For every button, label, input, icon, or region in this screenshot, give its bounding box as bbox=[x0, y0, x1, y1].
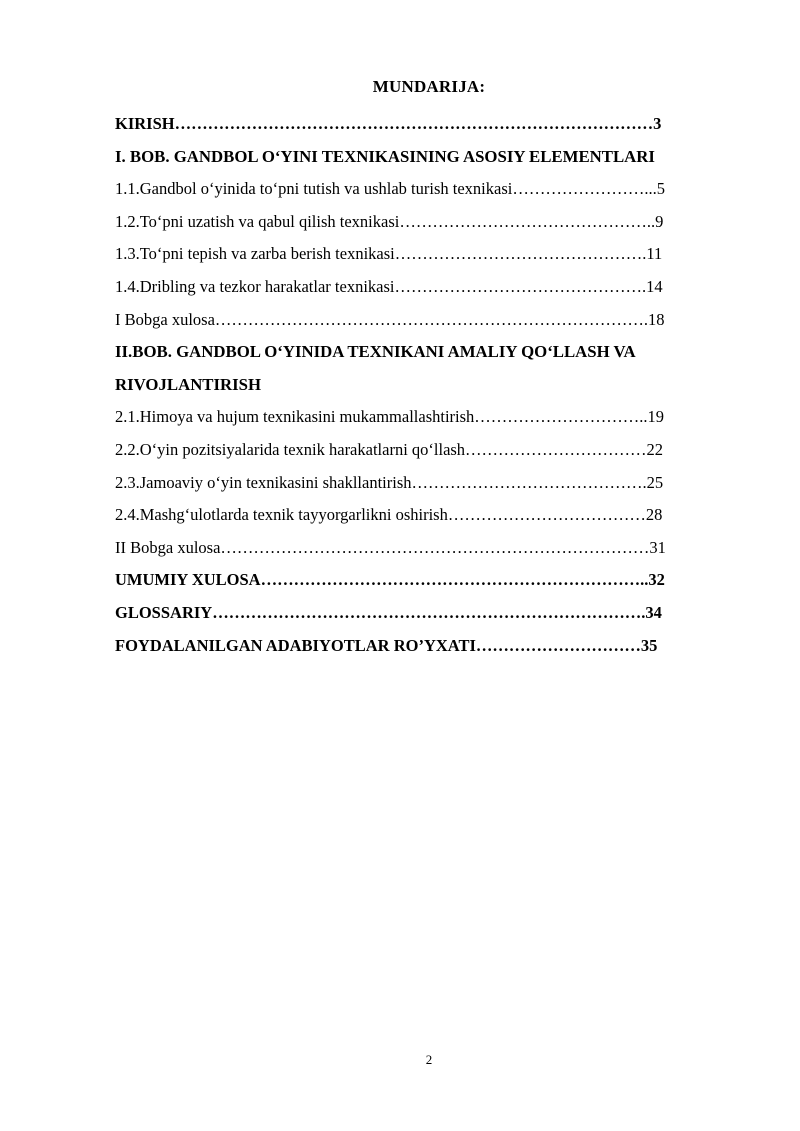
toc-entry-kirish: KIRISH……………………………………………………………………………3 bbox=[115, 114, 662, 133]
toc-chapter-1-heading: I. BOB. GANDBOL O‘YINI TEXNIKASINING ASOSIY ELEMENTLARI bbox=[115, 146, 655, 166]
toc-entry-1-2: 1.2.To‘pni uzatish va qabul qilish texnikasi………………………………………..9 bbox=[115, 211, 664, 231]
toc-entry-1-3: 1.3.To‘pni tepish va zarba berish texnikasi……………………………………….11 bbox=[115, 244, 663, 264]
toc-entry-1-1: 1.1.Gandbol o‘yinida to‘pni tutish va ushlab turish texnikasi……………………...5 bbox=[115, 179, 665, 199]
toc-entry-conclusion: UMUMIY XULOSA……………………………………………………………..32 bbox=[115, 570, 665, 590]
toc-entry-2-2: 2.2.O‘yin pozitsiyalarida texnik harakatlarni qo‘llash……………………………22 bbox=[115, 439, 664, 459]
toc-entry-chapter-1-summary: I Bobga xulosa…………………………………………………………………….18 bbox=[115, 309, 665, 329]
table-of-contents bbox=[115, 108, 743, 662]
toc-entry-chapter-2-summary: II Bobga xulosa……………………………………………………………………31 bbox=[115, 537, 666, 557]
toc-chapter-2-heading-line-1: II.BOB. GANDBOL O‘YINIDA TEXNIKANI AMALIY QO‘LLASH VA bbox=[115, 342, 636, 362]
toc-entry-2-3: 2.3.Jamoaviy o‘yin texnikasini shakllantirish…………………………………….25 bbox=[115, 472, 664, 492]
toc-entry-glossary: GLOSSARIY…………………………………………………………………….34 bbox=[115, 602, 662, 622]
toc-title: MUNDARIJA: bbox=[372, 77, 486, 96]
toc-entry-2-4: 2.4.Mashg‘ulotlarda texnik tayyorgarlikni oshirish………………………………28 bbox=[115, 505, 663, 525]
page-number: 2 bbox=[425, 1052, 433, 1067]
toc-entry-2-1: 2.1.Himoya va hujum texnikasini mukammallashtirish…………………………..19 bbox=[115, 407, 665, 427]
toc-chapter-2-heading-line-2: RIVOJLANTIRISH bbox=[115, 374, 262, 394]
toc-entry-1-4: 1.4.Dribling va tezkor harakatlar texnikasi……………………………………….14 bbox=[115, 276, 663, 296]
toc-entry-references: FOYDALANILGAN ADABIYOTLAR RO’YXATI…………………………35 bbox=[115, 635, 658, 655]
